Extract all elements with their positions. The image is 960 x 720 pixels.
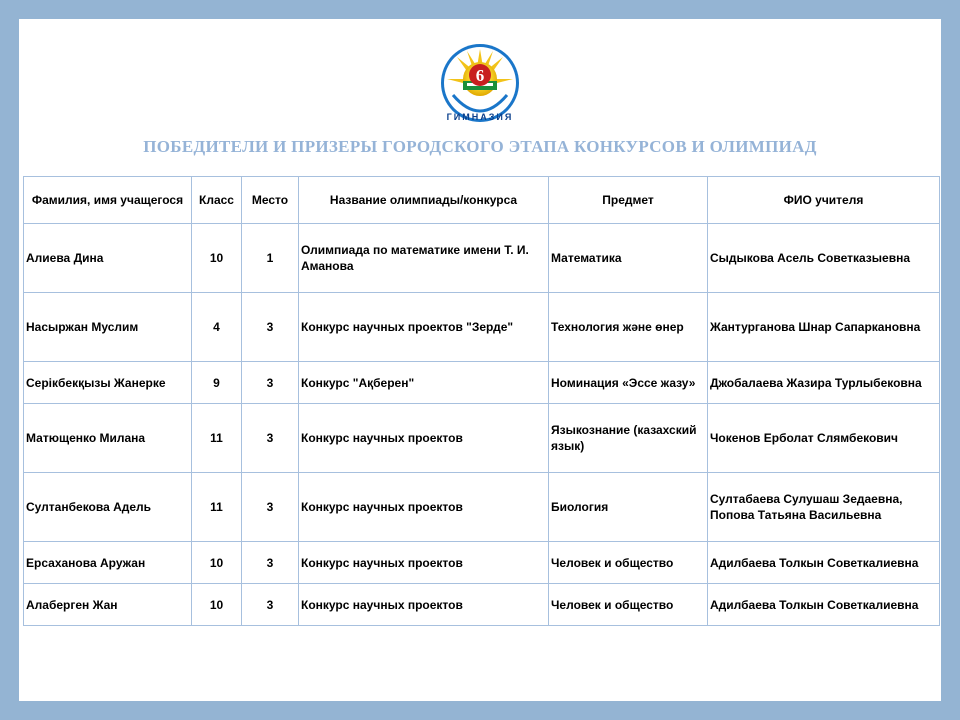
cell-grade: 10 — [192, 224, 242, 293]
table-row — [24, 584, 940, 626]
cell-grade: 11 — [192, 404, 242, 473]
cell-teacher: Сыдыкова Асель Советказыевна — [708, 224, 940, 293]
table-row — [24, 542, 940, 584]
cell-competition: Конкурс научных проектов — [299, 473, 549, 542]
cell-student: Султанбекова Адель — [24, 473, 192, 542]
cell-teacher: Адилбаева Толкын Советкалиевна — [708, 584, 940, 626]
header-place: Место — [242, 177, 299, 224]
cell-student: Алаберген Жан — [24, 584, 192, 626]
table-row — [24, 362, 940, 404]
table-header-row — [24, 177, 940, 224]
cell-teacher: Джобалаева Жазира Турлыбековна — [708, 362, 940, 404]
header-student: Фамилия, имя учащегося — [24, 177, 192, 224]
cell-place: 3 — [242, 542, 299, 584]
slide — [19, 19, 941, 701]
cell-student: Алиева Дина — [24, 224, 192, 293]
cell-grade: 9 — [192, 362, 242, 404]
cell-place: 3 — [242, 404, 299, 473]
gymnasium-logo — [437, 37, 523, 133]
cell-place: 1 — [242, 224, 299, 293]
cell-grade: 10 — [192, 584, 242, 626]
cell-competition: Конкурс "Ақберен" — [299, 362, 549, 404]
table-row — [24, 293, 940, 362]
cell-subject: Технология және өнер — [549, 293, 708, 362]
table-row — [24, 404, 940, 473]
cell-competition: Конкурс научных проектов — [299, 542, 549, 584]
cell-competition: Конкурс научных проектов — [299, 584, 549, 626]
header-subject: Предмет — [549, 177, 708, 224]
cell-competition: Олимпиада по математике имени Т. И. Аманова — [299, 224, 549, 293]
cell-teacher: Жантурганова Шнар Сапаркановна — [708, 293, 940, 362]
cell-grade: 10 — [192, 542, 242, 584]
logo-number: 6 — [475, 66, 485, 85]
page-title: ПОБЕДИТЕЛИ И ПРИЗЕРЫ ГОРОДСКОГО ЭТАПА КОНКУРСОВ И ОЛИМПИАД — [143, 137, 817, 156]
cell-subject: Математика — [549, 224, 708, 293]
header-grade: Класс — [192, 177, 242, 224]
results-table — [23, 176, 940, 626]
cell-teacher: Чокенов Ерболат Слямбекович — [708, 404, 940, 473]
cell-place: 3 — [242, 584, 299, 626]
logo-text: ГИМНАЗИЯ — [446, 112, 514, 122]
cell-subject: Биология — [549, 473, 708, 542]
cell-student: Серікбекқызы Жанерке — [24, 362, 192, 404]
cell-student: Насыржан Муслим — [24, 293, 192, 362]
cell-teacher: Адилбаева Толкын Советкалиевна — [708, 542, 940, 584]
cell-place: 3 — [242, 473, 299, 542]
table-row — [24, 473, 940, 542]
cell-subject: Номинация «Эссе жазу» — [549, 362, 708, 404]
header-competition: Название олимпиады/конкурса — [299, 177, 549, 224]
cell-place: 3 — [242, 293, 299, 362]
cell-grade: 4 — [192, 293, 242, 362]
cell-competition: Конкурс научных проектов "Зерде" — [299, 293, 549, 362]
table-row — [24, 224, 940, 293]
cell-subject: Языкознание (казахский язык) — [549, 404, 708, 473]
cell-student: Ерсаханова Аружан — [24, 542, 192, 584]
cell-subject: Человек и общество — [549, 584, 708, 626]
cell-competition: Конкурс научных проектов — [299, 404, 549, 473]
cell-teacher: Султабаева Сулушаш Зедаевна, Попова Татьяна Васильевна — [708, 473, 940, 542]
cell-grade: 11 — [192, 473, 242, 542]
header-teacher: ФИО учителя — [708, 177, 940, 224]
cell-place: 3 — [242, 362, 299, 404]
cell-subject: Человек и общество — [549, 542, 708, 584]
cell-student: Матющенко Милана — [24, 404, 192, 473]
